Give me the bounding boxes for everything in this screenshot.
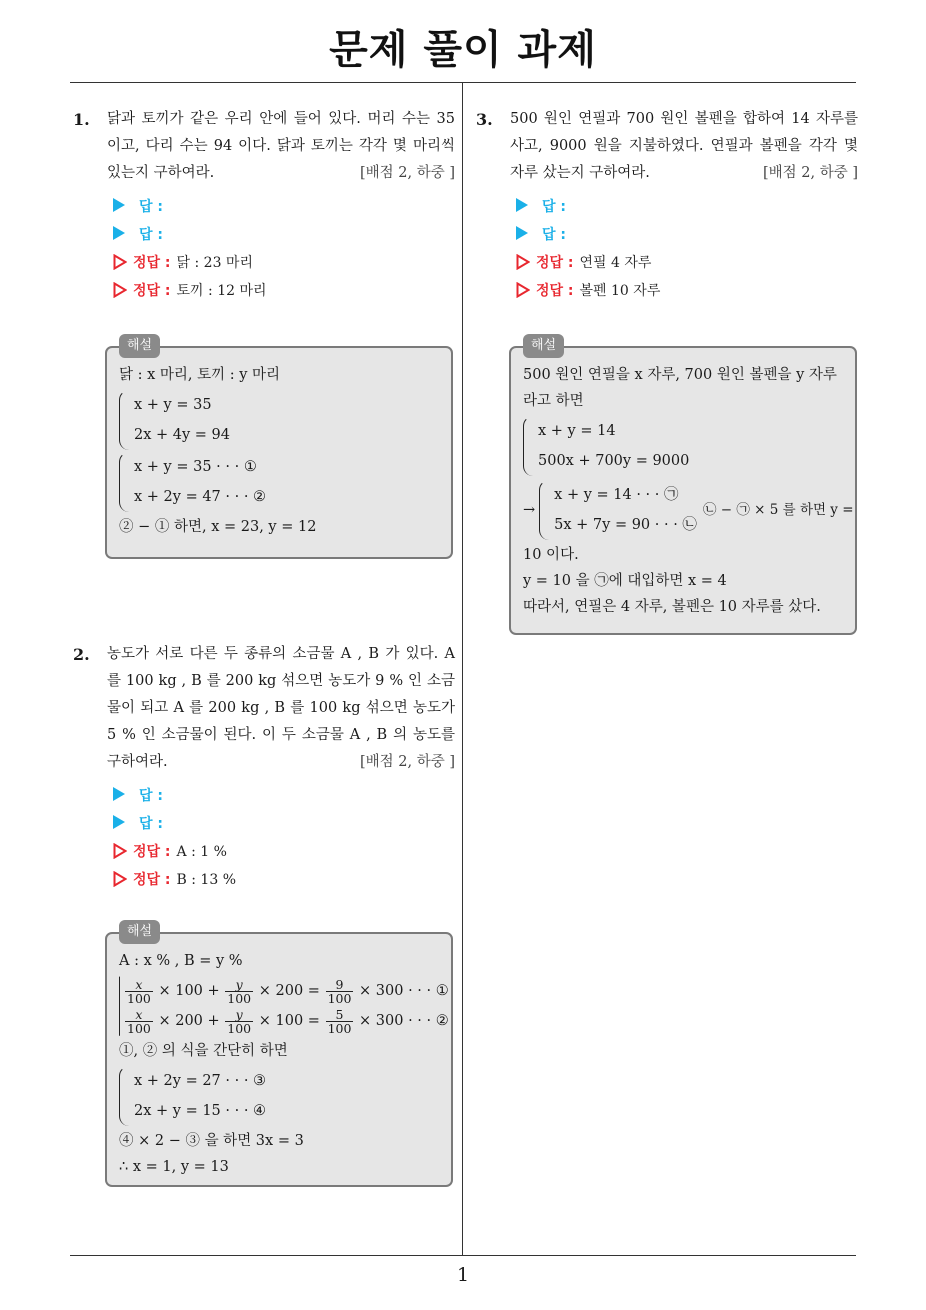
- outline-triangle-icon: [113, 871, 127, 887]
- correct-label: 정답 :: [536, 255, 574, 271]
- answer-list: [107, 193, 455, 305]
- correct-label: 정답 :: [536, 283, 574, 299]
- answer-label: 답 :: [139, 816, 163, 832]
- equation: x + 2y = 47 · · · ②: [134, 489, 267, 505]
- problem-text: 500 원인 연필과 700 원인 볼펜을 합하여 14 자루를 사고, 9000 원을 지불하였다. 연필과 볼펜을 각각 몇 자루 샀는지 구하여라.: [510, 111, 858, 181]
- correct-value: 토끼 : 12 마리: [176, 283, 267, 299]
- right-arrow-icon: →: [523, 502, 536, 518]
- correct-answer-row: [516, 249, 858, 277]
- answer-label: 답 :: [139, 788, 163, 804]
- brace: [119, 452, 130, 512]
- correct-label: 정답 :: [133, 872, 171, 888]
- solution-tag: 해설: [119, 334, 160, 358]
- correct-label: 정답 :: [133, 283, 171, 299]
- outline-triangle-icon: [113, 843, 127, 859]
- problem-number: 2.: [73, 645, 90, 664]
- page-number: 1: [456, 1264, 470, 1286]
- answer-row[interactable]: [113, 193, 455, 221]
- problem-text: 농도가 서로 다른 두 종류의 소금물 A , B 가 있다. A 를 100 kg , B 를 200 kg 섞으면 농도가 9 % 인 소금물이 되고 A 를 200 kg , B 를 100 kg 섞으면 농도가 5 % 인 소금물이 된다. 이 두 소금물 A , B 의 농도를 구하여라.: [107, 646, 455, 770]
- outline-triangle-icon: [113, 254, 127, 270]
- play-icon: [113, 226, 125, 240]
- correct-value: 볼펜 10 자루: [579, 283, 661, 299]
- equation: 2x + 4y = 94: [134, 427, 231, 443]
- solution-box-2: [105, 924, 453, 1187]
- solution-line: ∴ x = 1, y = 13: [119, 1159, 229, 1175]
- equation-tail: × 300 · · · ②: [359, 1013, 449, 1029]
- equation: x + y = 14 · · · ㉠: [554, 487, 679, 503]
- problem-3: [476, 106, 858, 305]
- solution-line: y = 10 을 ㉠에 대입하면 x = 4: [523, 573, 727, 589]
- brace: [119, 976, 120, 1036]
- solution-line: A : x % , B = y %: [119, 953, 243, 969]
- answer-row[interactable]: [516, 193, 858, 221]
- correct-value: 연필 4 자루: [579, 255, 652, 271]
- fraction-equation: $\frac{x}{100}$ × 100 + $\frac{y}{100}$ × 200 = $\frac{9}{100}$ × 300 · · · ①: [127, 976, 449, 1006]
- brace: [119, 390, 130, 450]
- equation-system: [523, 416, 843, 476]
- problem-number: 1.: [73, 110, 90, 129]
- answer-list: [107, 782, 455, 894]
- solution-line: ①, ② 의 식을 간단히 하면: [119, 1043, 288, 1059]
- fraction-system: [119, 976, 449, 1036]
- outline-triangle-icon: [516, 254, 530, 270]
- equation-system: [119, 452, 439, 512]
- solution-line: 10 이다.: [523, 547, 579, 563]
- equation-system: [119, 390, 439, 450]
- correct-answer-row: [113, 838, 455, 866]
- column-divider: [462, 83, 463, 1255]
- arrow-system-row: [523, 478, 854, 542]
- outline-triangle-icon: [516, 282, 530, 298]
- problem-2: [73, 641, 455, 894]
- equation: x + 2y = 27 · · · ③: [134, 1073, 267, 1089]
- correct-value: B : 13 %: [176, 872, 237, 888]
- equation-system: [539, 480, 697, 540]
- correct-label: 정답 :: [133, 255, 171, 271]
- answer-label: 답 :: [139, 227, 163, 243]
- equation: 5x + 7y = 90 · · · ㉡: [554, 517, 697, 533]
- answer-row[interactable]: [113, 782, 455, 810]
- equation-system: [119, 1066, 439, 1126]
- equation-tail: × 300 · · · ①: [359, 983, 449, 999]
- page-title: 문제 풀이 과제: [329, 27, 597, 73]
- play-icon: [113, 815, 125, 829]
- play-icon: [113, 198, 125, 212]
- correct-answer-row: [113, 277, 455, 305]
- correct-answer-row: [113, 249, 455, 277]
- equation: 2x + y = 15 · · · ④: [134, 1103, 267, 1119]
- problem-number: 3.: [476, 110, 493, 129]
- outline-triangle-icon: [113, 282, 127, 298]
- answer-row[interactable]: [516, 221, 858, 249]
- solution-line: ④ × 2 − ③ 을 하면 3x = 3: [119, 1133, 304, 1149]
- solution-box-3: [509, 338, 857, 635]
- solution-tag: 해설: [119, 920, 160, 944]
- answer-label: 답 :: [542, 227, 566, 243]
- solution-line: 닭 : x 마리, 토끼 : y 마리: [119, 367, 281, 383]
- solution-line: 500 원인 연필을 x 자루, 700 원인 볼펜을 y 자루 라고 하면: [523, 367, 837, 409]
- correct-answer-row: [516, 277, 858, 305]
- brace: [539, 480, 550, 540]
- brace: [523, 416, 534, 476]
- answer-row[interactable]: [113, 810, 455, 838]
- solution-tag: 해설: [523, 334, 564, 358]
- solution-note: ㉡ − ㉠ × 5 를 하면 y =: [702, 502, 854, 518]
- solution-box-1: [105, 338, 453, 559]
- equation: x + y = 35: [134, 397, 212, 413]
- play-icon: [113, 787, 125, 801]
- equation: x + y = 14: [538, 423, 616, 439]
- header-rule: [70, 82, 856, 83]
- fraction-equation: $\frac{x}{100}$ × 200 + $\frac{y}{100}$ × 100 = $\frac{5}{100}$ × 300 · · · ②: [127, 1006, 449, 1036]
- equation: 500x + 700y = 9000: [538, 453, 690, 469]
- equation: x + y = 35 · · · ①: [134, 459, 257, 475]
- answer-list: [510, 193, 858, 305]
- score-label: [배점 2, 하중 ]: [359, 754, 455, 770]
- problem-1: [73, 106, 455, 305]
- solution-line: ② − ① 하면, x = 23, y = 12: [119, 519, 317, 535]
- problem-text: 닭과 토끼가 같은 우리 안에 들어 있다. 머리 수는 35 이고, 다리 수는 94 이다. 닭과 토끼는 각각 몇 마리씩 있는지 구하여라.: [107, 111, 455, 181]
- answer-label: 답 :: [542, 199, 566, 215]
- correct-value: 닭 : 23 마리: [176, 255, 253, 271]
- play-icon: [516, 198, 528, 212]
- footer-rule: [70, 1255, 856, 1256]
- answer-row[interactable]: [113, 221, 455, 249]
- answer-label: 답 :: [139, 199, 163, 215]
- correct-label: 정답 :: [133, 844, 171, 860]
- correct-value: A : 1 %: [176, 844, 227, 860]
- score-label: [배점 2, 하중 ]: [762, 165, 858, 181]
- correct-answer-row: [113, 866, 455, 894]
- solution-line: 따라서, 연필은 4 자루, 볼펜은 10 자루를 샀다.: [523, 599, 821, 615]
- score-label: [배점 2, 하중 ]: [359, 165, 455, 181]
- brace: [119, 1066, 130, 1126]
- play-icon: [516, 226, 528, 240]
